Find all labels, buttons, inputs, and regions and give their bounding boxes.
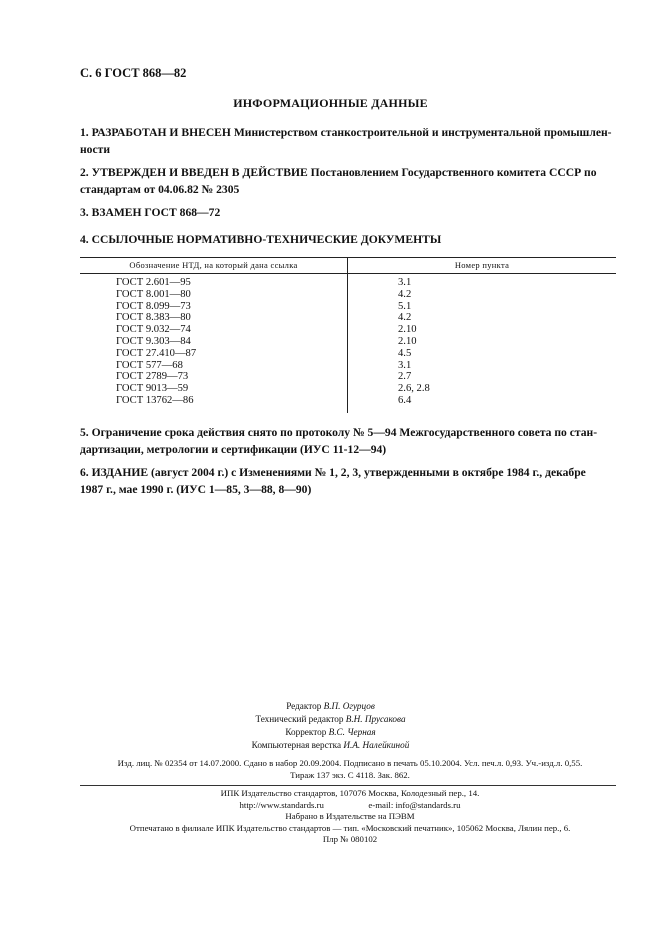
table-row — [80, 395, 616, 407]
info-item-line: стандартам от 04.06.82 № 2305 — [80, 183, 240, 196]
imprint-line: Тираж 137 экз. С 4118. Зак. 862. — [290, 770, 410, 780]
info-item-line: 4. ССЫЛОЧНЫЕ НОРМАТИВНО-ТЕХНИЧЕСКИЕ ДОКУМЕНТЫ — [80, 233, 442, 246]
info-item-2 — [80, 164, 620, 198]
reference-clause: 2.6, 2.8 — [398, 383, 430, 395]
credit-name: В.П. Огурцов — [323, 701, 375, 711]
publisher-line: ИПК Издательство стандартов, 107076 Москва, Колодезный пер., 14. — [220, 788, 480, 798]
reference-clause: 3.1 — [398, 277, 412, 288]
credits-block — [0, 700, 661, 752]
info-item-5 — [80, 424, 620, 458]
column-header-document: Обозначение НТД, на который дана ссылка — [80, 258, 348, 274]
info-item-line: ности — [80, 143, 110, 156]
info-item-6 — [80, 464, 620, 498]
divider — [80, 785, 616, 786]
reference-document: ГОСТ 2.601—95 — [80, 274, 348, 289]
imprint-line: Изд. лиц. № 02354 от 14.07.2000. Сдано в набор 20.09.2004. Подписано в печать 05.10.2004. Усл. печ.л. 0,93. Уч.-изд.л. 0,55. — [117, 758, 583, 768]
publisher-email[interactable]: e-mail: info@standards.ru — [368, 799, 461, 810]
credit-line-corrector — [0, 726, 661, 739]
reference-clause: 4.2 — [398, 312, 412, 324]
table-row — [80, 371, 616, 383]
table-row — [80, 274, 616, 289]
info-item-line: 1987 г., мае 1990 г. (ИУС 1—85, 3—88, 8—90) — [80, 483, 312, 496]
table-row — [80, 383, 616, 395]
info-item-line: 5. Ограничение срока действия снято по протоколу № 5—94 Межгосударственного совета по стан- — [80, 426, 598, 439]
credit-name: И.А. Налейкиной — [343, 740, 410, 750]
table-row — [80, 348, 616, 360]
section-title: ИНФОРМАЦИОННЫЕ ДАННЫЕ — [233, 96, 428, 110]
reference-document: ГОСТ 9.303—84 — [80, 336, 348, 348]
table-row — [80, 301, 616, 313]
reference-document: ГОСТ 2789—73 — [80, 371, 348, 383]
credit-role: Редактор — [286, 701, 322, 711]
info-item-line: 2. УТВЕРЖДЕН И ВВЕДЕН В ДЕЙСТВИЕ Постановлением Государственного комитета СССР по — [80, 166, 597, 179]
table-spacer — [80, 407, 616, 413]
reference-clause: 6.4 — [398, 394, 412, 406]
reference-clause: 5.1 — [398, 300, 412, 312]
reference-clause: 2.10 — [398, 335, 417, 347]
publisher-line: Плр № 080102 — [322, 834, 378, 844]
reference-document: ГОСТ 8.099—73 — [80, 301, 348, 313]
page-header: С. 6 ГОСТ 868—82 — [80, 66, 187, 80]
credit-name: В.С. Черная — [328, 727, 376, 737]
imprint-block — [80, 757, 620, 781]
column-header-clause: Номер пункта — [348, 258, 617, 274]
table-header-row — [80, 258, 616, 274]
credit-line-editor — [0, 700, 661, 713]
reference-clause: 2.10 — [398, 324, 417, 336]
publisher-line: Отпечатано в филиале ИПК Издательство стандартов — тип. «Московский печатник», 105062 Москва, Лялин пер., 6. — [129, 822, 571, 833]
info-item-line: 6. ИЗДАНИЕ (август 2004 г.) с Изменениями № 1, 2, 3, утвержденными в октябре 1984 г., декабре — [80, 466, 586, 479]
publisher-contacts — [80, 800, 620, 812]
info-item-line: 3. ВЗАМЕН ГОСТ 868—72 — [80, 206, 221, 219]
table-row — [80, 360, 616, 372]
reference-document: ГОСТ 27.410—87 — [80, 348, 348, 360]
info-item-line: 1. РАЗРАБОТАН И ВНЕСЕН Министерством станкостроительной и инструментальной промышлен- — [80, 126, 612, 139]
reference-document: ГОСТ 8.001—80 — [80, 289, 348, 301]
table-row — [80, 312, 616, 324]
table-row — [80, 336, 616, 348]
credit-role: Компьютерная верстка — [251, 740, 342, 750]
info-item-line: дартизации, метрологии и сертификации (ИУС 11-12—94) — [80, 443, 387, 456]
table-row — [80, 289, 616, 301]
publisher-block — [80, 788, 620, 846]
reference-clause: 4.2 — [398, 288, 412, 300]
reference-clause: 4.5 — [398, 347, 412, 359]
spacer-cell — [348, 407, 617, 413]
credit-role: Корректор — [285, 727, 327, 737]
publisher-line: Набрано в Издательстве на ПЭВМ — [285, 811, 415, 821]
reference-clause: 3.1 — [398, 359, 412, 371]
spacer-cell — [80, 407, 348, 413]
reference-document: ГОСТ 577—68 — [80, 360, 348, 372]
credit-line-layout — [0, 739, 661, 752]
info-item-1 — [80, 124, 620, 158]
references-table — [80, 257, 616, 413]
reference-clause: 2.7 — [398, 371, 412, 383]
reference-document: ГОСТ 9.032—74 — [80, 324, 348, 336]
credit-role: Технический редактор — [255, 714, 344, 724]
info-item-3 — [80, 204, 620, 221]
publisher-url[interactable]: http://www.standards.ru — [239, 799, 324, 810]
table-row — [80, 324, 616, 336]
credit-name: В.Н. Прусакова — [345, 714, 406, 724]
reference-document: ГОСТ 8.383—80 — [80, 312, 348, 324]
credit-line-tech-editor — [0, 713, 661, 726]
info-item-4 — [80, 231, 620, 248]
reference-document: ГОСТ 13762—86 — [80, 395, 348, 407]
reference-document: ГОСТ 9013—59 — [80, 383, 348, 395]
